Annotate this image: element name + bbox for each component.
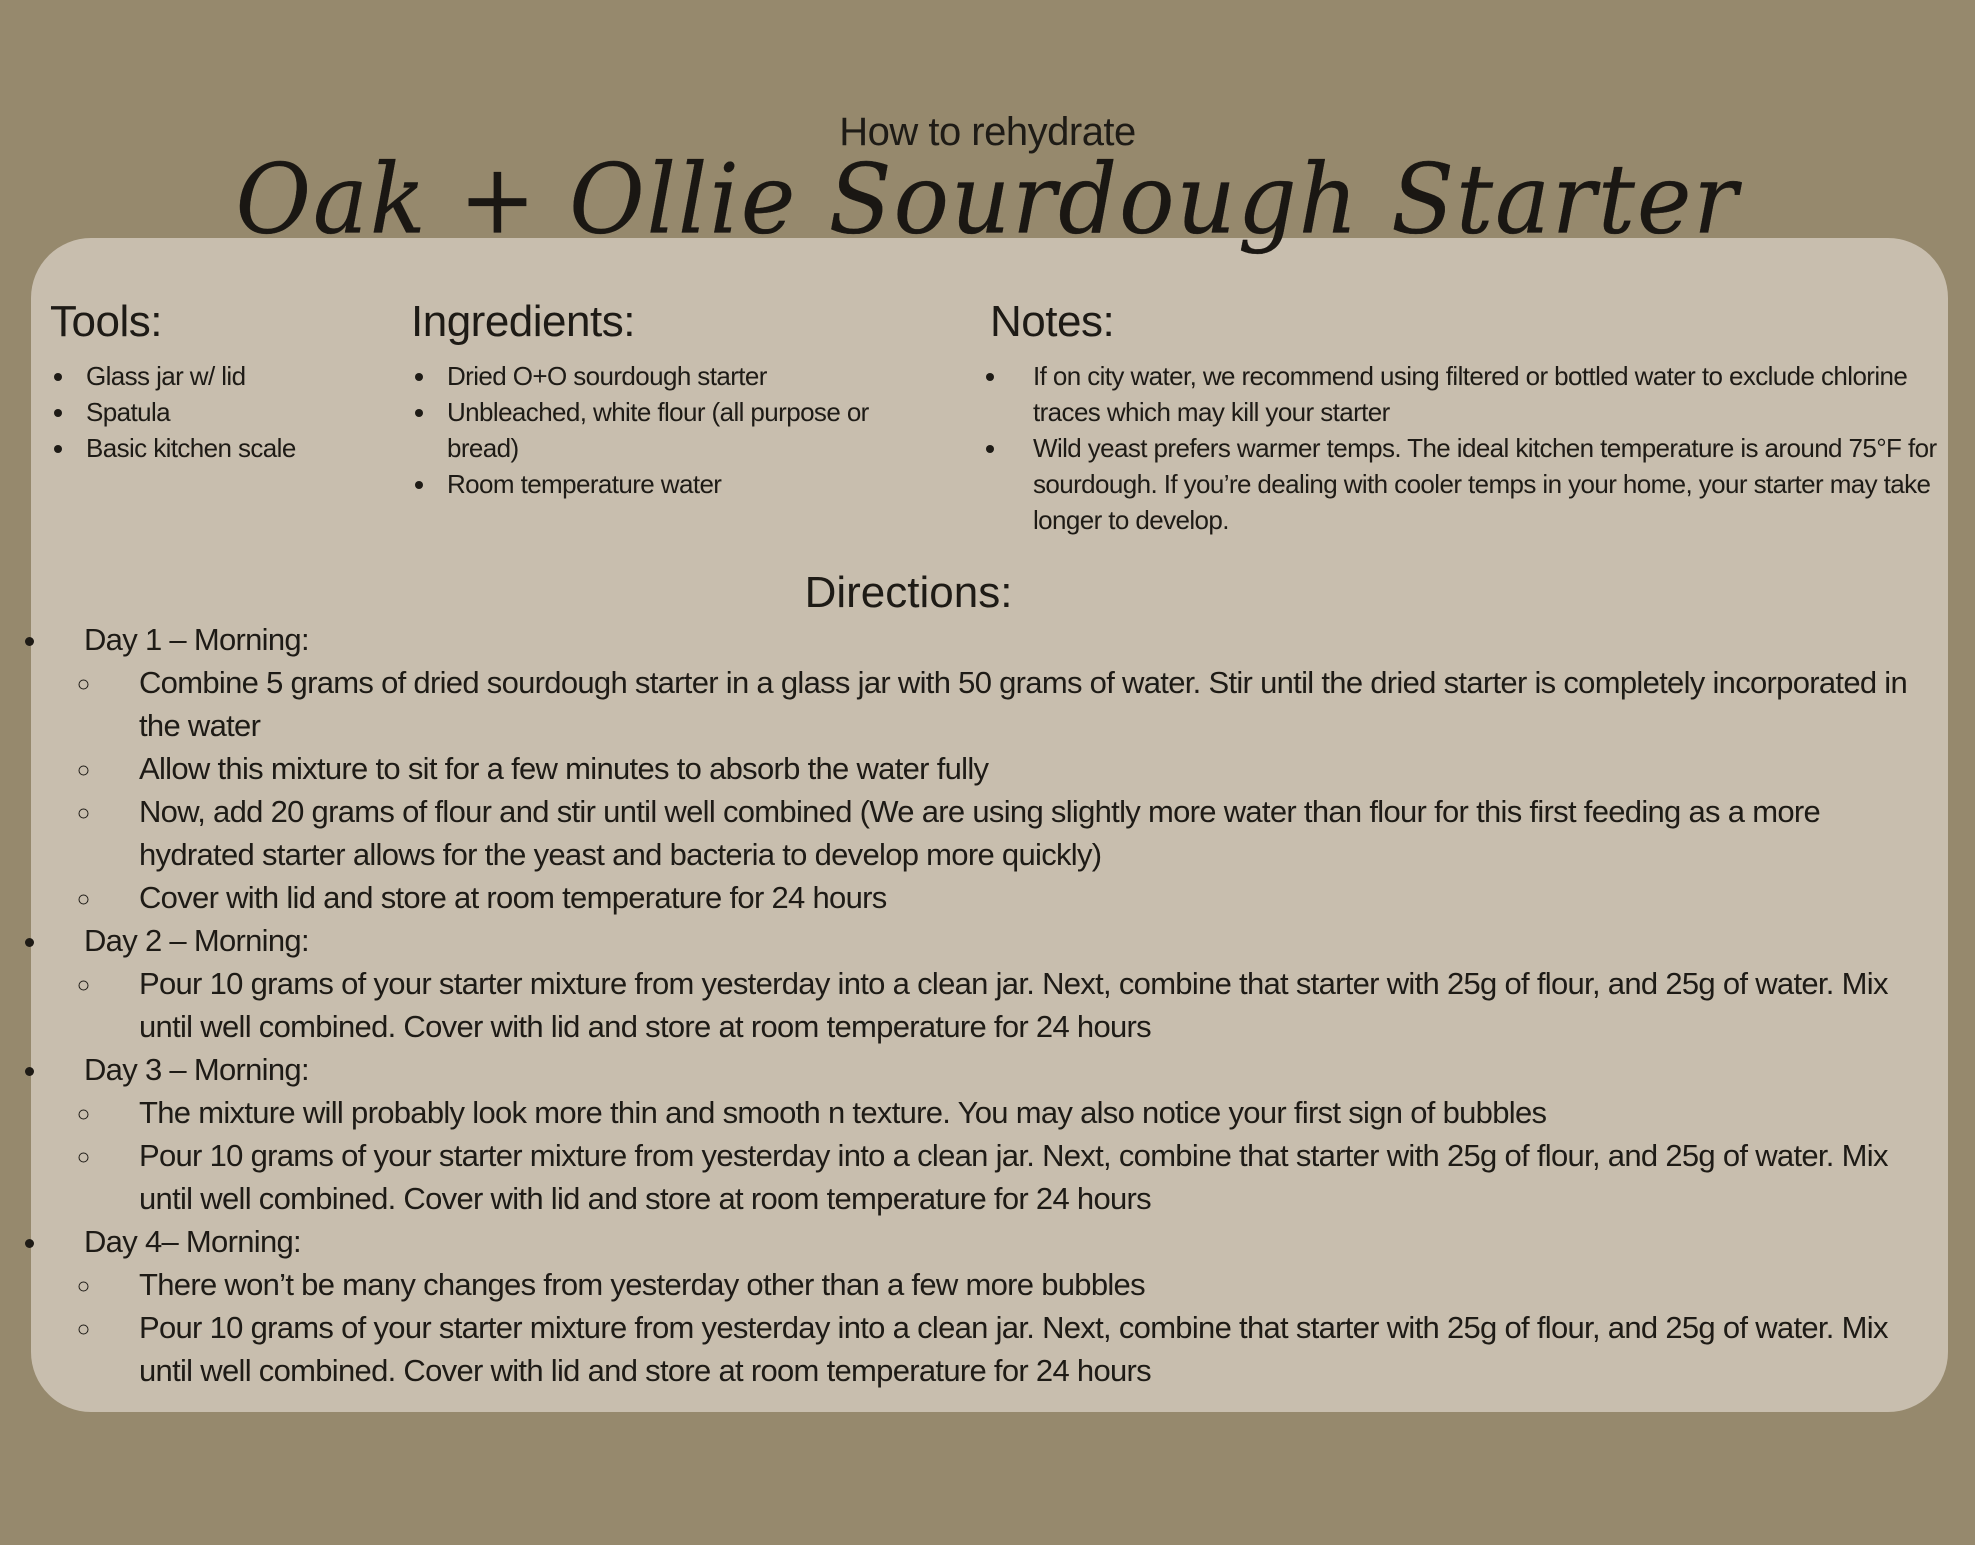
steps-list <box>84 1263 1936 1392</box>
steps-list <box>84 962 1936 1048</box>
ingredients-heading: Ingredients: <box>411 297 635 346</box>
list-item: • Room temperature water <box>438 466 911 502</box>
notes-section <box>990 296 1945 538</box>
ingredients-list <box>411 358 911 502</box>
step-item: ◦ Now, add 20 grams of flour and stir until well combined (We are using slightly more water than flour for this first feeding as a more hydrated starter allows for the yeast and bacteria to develop more quickly) <box>104 790 1936 876</box>
day-item <box>50 618 1936 919</box>
step-item: ◦ Allow this mixture to sit for a few minutes to absorb the water fully <box>104 747 1936 790</box>
page-header <box>0 108 1975 256</box>
day-label: Day 4– Morning: <box>84 1224 301 1259</box>
tools-heading: Tools: <box>50 297 162 346</box>
step-item: ◦ The mixture will probably look more thin and smooth n texture. You may also notice your first sign of bubbles <box>104 1091 1936 1134</box>
list-item: • Glass jar w/ lid <box>77 358 380 394</box>
tools-list <box>50 358 380 466</box>
step-item: ◦ There won’t be many changes from yesterday other than a few more bubbles <box>104 1263 1936 1306</box>
day-item <box>50 919 1936 1048</box>
directions-heading: Directions: <box>804 568 1013 617</box>
step-item: ◦ Pour 10 grams of your starter mixture from yesterday into a clean jar. Next, combine that starter with 25g of flour, and 25g of water. Mix until well combined. Cover with lid and store at room temperature for 24 hours <box>104 962 1936 1048</box>
list-item: • Wild yeast prefers warmer temps. The ideal kitchen temperature is around 75°F for sourdough. If you’re dealing with cooler temps in your home, your starter may take longer to develop. <box>1009 430 1945 538</box>
list-item: • Dried O+O sourdough starter <box>438 358 911 394</box>
day-item <box>50 1048 1936 1220</box>
notes-list <box>990 358 1945 538</box>
tools-section <box>50 296 380 466</box>
list-item: • Spatula <box>77 394 380 430</box>
ingredients-section <box>411 296 911 502</box>
list-item: • If on city water, we recommend using filtered or bottled water to exclude chlorine traces which may kill your starter <box>1009 358 1945 430</box>
list-item: • Basic kitchen scale <box>77 430 380 466</box>
day-label: Day 3 – Morning: <box>84 1052 309 1087</box>
list-item: • Unbleached, white flour (all purpose or bread) <box>438 394 911 466</box>
page-subtitle: How to rehydrate <box>839 110 1136 154</box>
step-item: ◦ Combine 5 grams of dried sourdough starter in a glass jar with 50 grams of water. Stir until the dried starter is completely incorporated in the water <box>104 661 1936 747</box>
day-label: Day 2 – Morning: <box>84 923 309 958</box>
notes-heading: Notes: <box>990 297 1115 346</box>
day-item <box>50 1220 1936 1392</box>
steps-list <box>84 1091 1936 1220</box>
step-item: ◦ Pour 10 grams of your starter mixture from yesterday into a clean jar. Next, combine that starter with 25g of flour, and 25g of water. Mix until well combined. Cover with lid and store at room temperature for 24 hours <box>104 1306 1936 1392</box>
day-label: Day 1 – Morning: <box>84 622 309 657</box>
directions-section <box>36 564 1936 1392</box>
page-title: Oak + Ollie Sourdough Starter <box>235 143 1740 256</box>
step-item: ◦ Pour 10 grams of your starter mixture from yesterday into a clean jar. Next, combine that starter with 25g of flour, and 25g of water. Mix until well combined. Cover with lid and store at room temperature for 24 hours <box>104 1134 1936 1220</box>
directions-days-list <box>36 618 1936 1392</box>
step-item: ◦ Cover with lid and store at room temperature for 24 hours <box>104 876 1936 919</box>
steps-list <box>84 661 1936 919</box>
